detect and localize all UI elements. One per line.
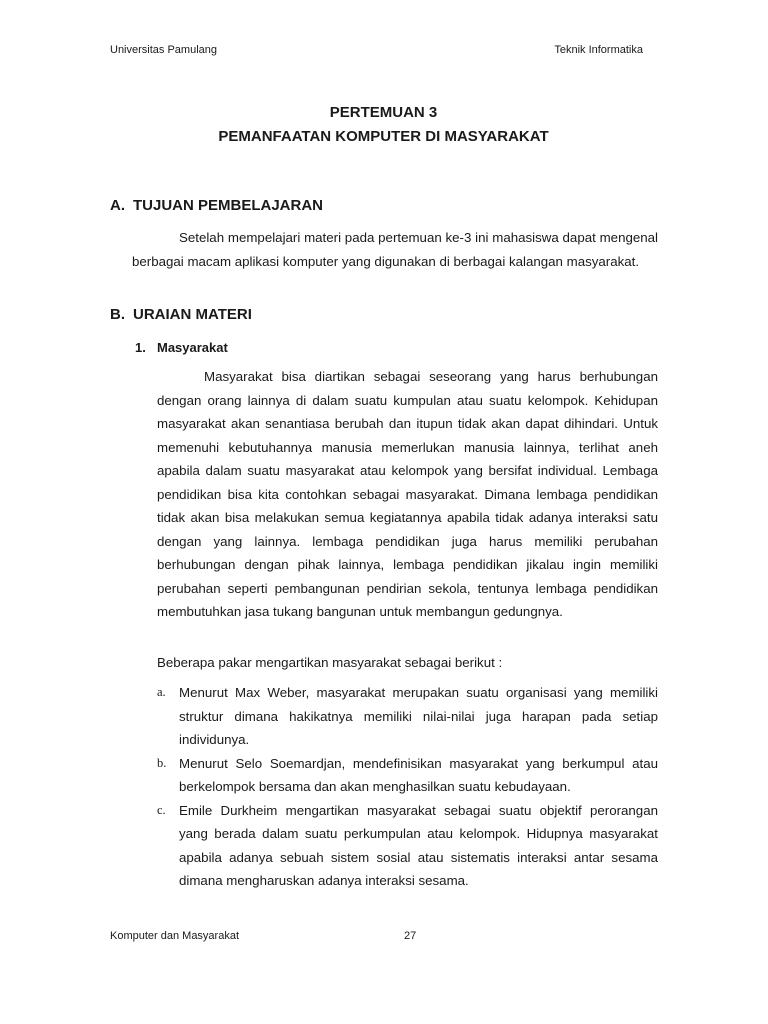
list-item bbox=[157, 681, 658, 752]
subsection-1-label: 1. bbox=[135, 340, 146, 355]
section-a-label: A. bbox=[110, 197, 125, 214]
section-b-title: URAIAN MATERI bbox=[133, 306, 252, 323]
meeting-title: PERTEMUAN 3 bbox=[329, 104, 438, 121]
list-item-text: Menurut Selo Soemardjan, mendefinisikan masyarakat yang berkumpul atau berkelompok bersama dan akan menghasilkan suatu kebudayaan. bbox=[179, 755, 658, 794]
subsection-1-heading bbox=[135, 340, 228, 356]
section-a-heading bbox=[110, 197, 323, 215]
list-marker: a. bbox=[157, 685, 166, 699]
experts-list bbox=[157, 681, 658, 893]
subsection-1-body bbox=[157, 365, 658, 624]
list-marker: b. bbox=[157, 755, 167, 770]
masyarakat-paragraph: Masyarakat bisa diartikan sebagai seseorang yang harus berhubungan dengan orang lainnya di dalam suatu kumpulan atau suatu kelompok. Kehidupan masyarakat akan senantiasa berubah dan itupun tidak akan dapat dihindari. Untuk memenuhi kebutuhannya manusia memerlukan manusia lainnya, terlihat aneh apabila dalam suatu masyarakat atau kelompok yang bersifat individual. Lembaga pendidikan bisa kita contohkan sebagai masyarakat. Dimana lembaga pendidikan tidak akan bisa melakukan semua kegiatannya apabila tidak adanya interaksi satu dengan yang lainnya. lembaga pendidikan juga harus memiliki perubahan berhubungan dengan pihak lainnya, lembaga pendidikan jikalau ingin memiliki perubahan seperti pembangunan pendirian sekola, tentunya lembaga pendidikan membutuhkan jasa tukang bangunan untuk membangun gedungnya. bbox=[157, 369, 658, 619]
list-item-text: Menurut Max Weber, masyarakat merupakan suatu organisasi yang memiliki struktur dimana hakikatnya memiliki nilai-nilai juga harapan pada setiap individunya. bbox=[179, 685, 658, 747]
list-item bbox=[157, 752, 658, 799]
header-university: Universitas Pamulang bbox=[110, 44, 217, 56]
list-item-text: Emile Durkheim mengartikan masyarakat sebagai suatu objektif perorangan yang berada dalam suatu perkumpulan atau kelompok. Hidupnya masyarakat apabila adanya sebuah sistem sosial atau sistematis interaksi antar sesama dimana mengharuskan adanya interaksi sesama. bbox=[179, 802, 658, 888]
footer-course: Komputer dan Masyarakat bbox=[110, 930, 240, 942]
header-department: Teknik Informatika bbox=[554, 44, 643, 56]
section-a-body bbox=[132, 226, 658, 273]
list-item bbox=[157, 799, 658, 893]
experts-intro-text: Beberapa pakar mengartikan masyarakat sebagai berikut : bbox=[157, 655, 503, 670]
experts-intro bbox=[157, 651, 658, 675]
section-a-title: TUJUAN PEMBELAJARAN bbox=[133, 197, 324, 214]
list-marker: c. bbox=[157, 802, 166, 817]
section-b-label: B. bbox=[110, 306, 125, 323]
section-b-heading bbox=[110, 306, 252, 324]
section-a-paragraph: Setelah mempelajari materi pada pertemuan ke-3 ini mahasiswa dapat mengenal berbagai macam aplikasi komputer yang digunakan di berbagai kalangan masyarakat. bbox=[132, 230, 658, 269]
chapter-title: PEMANFAATAN KOMPUTER DI MASYARAKAT bbox=[218, 128, 549, 145]
page-number: 27 bbox=[404, 930, 417, 942]
subsection-1-title: Masyarakat bbox=[157, 340, 228, 355]
